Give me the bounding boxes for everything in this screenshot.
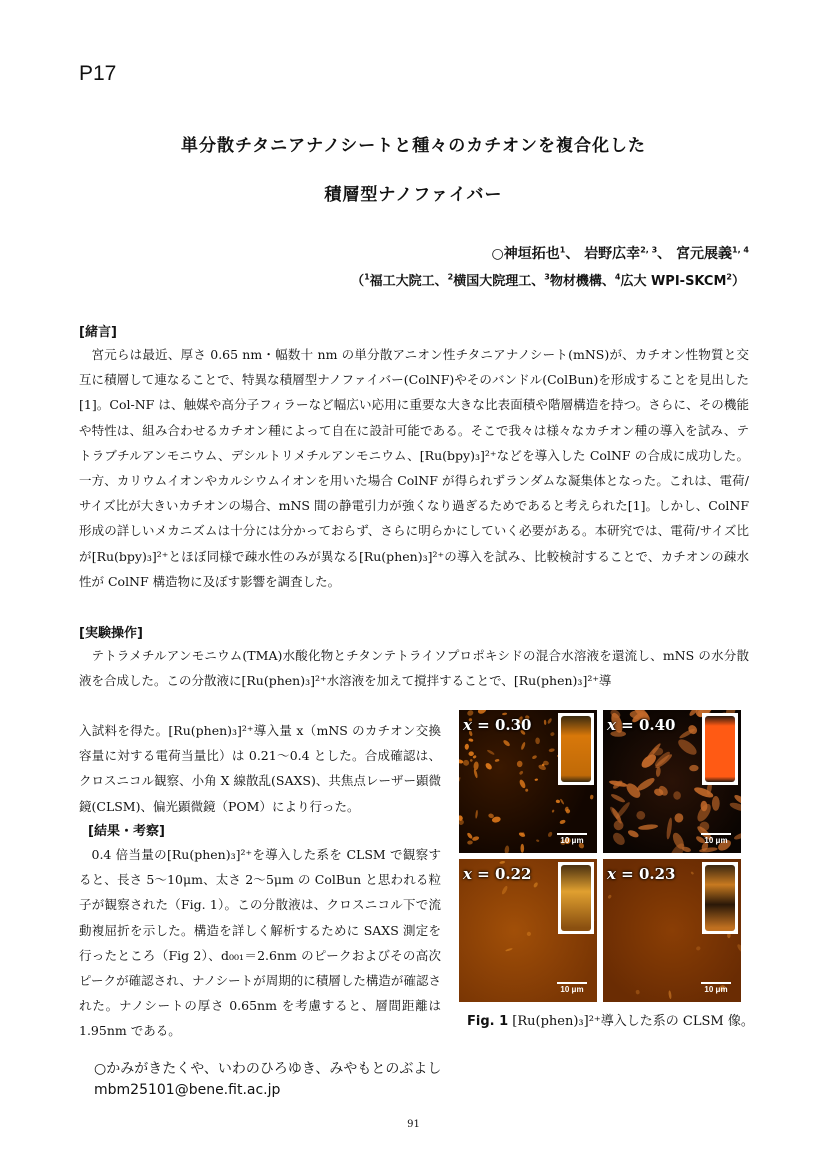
figure-caption-text: [Ru(phen)₃]²⁺導入した系の CLSM 像。 <box>508 1014 754 1029</box>
author-separator: 、 <box>565 246 580 262</box>
author-name: 岩野広幸 <box>584 246 641 262</box>
particle <box>666 817 673 839</box>
title-line-2: 積層型ナノファイバー <box>324 185 503 205</box>
author-list <box>492 243 749 263</box>
particle <box>729 801 741 813</box>
particle <box>635 989 640 994</box>
particle <box>536 839 540 842</box>
particle <box>560 798 565 804</box>
particle <box>532 755 538 760</box>
particle <box>459 759 464 764</box>
particle <box>519 770 524 775</box>
scale-bar-label: 10 μm <box>560 836 584 845</box>
particle <box>504 845 509 853</box>
particle <box>550 731 555 736</box>
particle <box>495 759 500 763</box>
particle <box>472 755 477 759</box>
clsm-panel-x040 <box>603 710 741 853</box>
figure-caption-label: Fig. 1 <box>467 1014 509 1029</box>
particle <box>520 742 526 751</box>
affiliation-name: 広大 WPI-SKCM <box>620 274 727 289</box>
affiliation-mark: 3 <box>544 272 550 282</box>
clsm-panel-x022 <box>459 859 597 1002</box>
particle <box>484 762 493 771</box>
vial-inset <box>558 713 594 785</box>
particle <box>699 847 718 853</box>
introduction-paragraph: 宮元らは最近、厚さ 0.65 nm・幅数十 nm の単分散アニオン性チタニアナノシート(mNS)が、カチオン性物質と交互に積層して連なることで、特異な積層型ナノファイバー(ColNF)やそのバンドル(ColBun)を形成することを見出した[1]。Col-NF は、触媒や高分子フィラーなど幅広い応用に重要な大きな比表面積や階層構造を持つ。さらに、その機能や特性は、組み合わせるカチオン種によって自在に設計可能である。そこで我々は様々なカチオン種の導入を試み、テトラブチルアンモニウム、デシルトリメチルアンモニウム、[Ru(bpy)₃]²⁺などを導入した ColNF の合成に成功した。一方、カリウムイオンやカルシウムイオンを用いた場合 ColNF が得られずランダムな凝集体となった。これは、電荷/サイズ比が大きいカチオンの場合、mNS 間の静電引力が強くなり過ぎるためであると考えられた[1]。しかし、ColNF 形成の詳しいメカニズムは十分には分かっておらず、さらに明らかにしていく必要がある。本研究では、電荷/サイズ比が[Ru(bpy)₃]²⁺とほぼ同様で疎水性のみが異なる[Ru(phen)₃]²⁺の導入を試み、比較検討することで、カチオンの疎水性が ColNF 構造物に及ぼす影響を調査した。 <box>79 347 749 589</box>
panel-variable: x <box>607 865 616 883</box>
particle <box>627 829 640 839</box>
particle <box>462 759 470 767</box>
particle <box>459 777 461 783</box>
particle <box>475 810 478 819</box>
particle <box>468 738 473 742</box>
particle <box>468 751 474 756</box>
particle <box>505 948 513 952</box>
particle <box>487 749 496 755</box>
particle <box>547 831 553 838</box>
figure-caption <box>467 1010 754 1029</box>
panel-value: = 0.23 <box>615 865 676 883</box>
particle <box>624 781 643 800</box>
particle <box>527 932 531 936</box>
particle <box>689 765 699 772</box>
scale-bar-label: 10 μm <box>704 985 728 994</box>
particle <box>533 882 539 889</box>
particle <box>501 885 509 895</box>
particle <box>676 737 699 758</box>
clsm-figure <box>459 710 741 1002</box>
author-affiliation-mark: 1 <box>559 245 566 255</box>
vial-inset <box>558 862 594 934</box>
vial-inset <box>702 713 738 785</box>
program-id: P17 <box>79 62 117 85</box>
panel-variable: x <box>463 865 472 883</box>
panel-label <box>463 716 532 734</box>
page-number: 91 <box>407 1119 420 1130</box>
particle <box>477 710 488 715</box>
panel-variable: x <box>607 716 616 734</box>
affiliation-close-paren: ） <box>731 274 745 289</box>
section-heading-introduction: [緒言] <box>79 325 117 340</box>
particle <box>712 796 720 811</box>
particle <box>690 871 694 875</box>
panel-label <box>463 865 532 883</box>
particle <box>466 832 473 840</box>
clsm-panel-x023 <box>603 859 741 1002</box>
affiliation-mark: 1 <box>364 272 370 282</box>
affiliation-name: 物材機構、 <box>549 274 615 289</box>
panel-value: = 0.30 <box>471 716 532 734</box>
title-line-1: 単分散チタニアナノシートと種々のカチオンを複合化した <box>181 136 646 156</box>
panel-label <box>607 865 676 883</box>
scale-bar <box>557 982 587 994</box>
particle <box>502 712 507 715</box>
particle <box>638 824 658 831</box>
section-heading-experimental: [実験操作] <box>79 626 143 641</box>
particle <box>668 990 672 999</box>
scale-bar-label: 10 μm <box>704 836 728 845</box>
affiliation-mark: 4 <box>614 272 621 282</box>
particle <box>472 836 480 842</box>
contact-names: ○かみがきたくや、いわのひろゆき、みやもとのぶよし <box>94 1061 442 1077</box>
particle <box>635 810 646 821</box>
particle <box>674 813 684 823</box>
particle <box>525 788 528 791</box>
particle <box>555 799 560 803</box>
particle <box>552 809 555 813</box>
particle <box>535 737 540 744</box>
author-separator: 、 <box>657 246 672 262</box>
particle <box>611 831 627 848</box>
particle <box>547 718 553 725</box>
affiliation-name: 福工大院工、 <box>369 274 448 289</box>
particle <box>470 759 473 762</box>
particle <box>548 748 554 752</box>
particle <box>736 943 741 953</box>
author-affiliation-mark: 2, 3 <box>640 245 658 255</box>
particle <box>464 744 469 750</box>
particle <box>696 946 702 951</box>
particle <box>544 720 547 725</box>
vial-inset <box>702 862 738 934</box>
contact-block <box>94 1059 441 1101</box>
particle <box>733 831 741 840</box>
particle <box>473 761 479 770</box>
experimental-paragraph-narrow: 入試料を得た。[Ru(phen)₃]²⁺導入量 x（mNS のカチオン交換容量に対する電荷当量比）は 0.21〜0.4 とした。合成確認は、クロスニコル観察、小角 X 線散乱(SAXS)、共焦点レーザー顕微鏡(CLSM)、偏光顕微鏡（POM）により行った。 <box>79 723 441 814</box>
particle <box>612 819 624 831</box>
scale-bar <box>701 833 731 845</box>
section-heading-results: [結果・考察] <box>88 824 165 839</box>
affiliation-mark: 2 <box>447 272 454 282</box>
particle <box>610 793 626 804</box>
particle <box>467 840 473 844</box>
scale-bar <box>557 833 587 845</box>
particle <box>559 819 566 825</box>
affiliation-name: 横国大院理工、 <box>453 274 545 289</box>
particle <box>502 739 511 747</box>
author-name: ○神垣拓也 <box>491 246 560 262</box>
panel-value: = 0.40 <box>615 716 676 734</box>
affiliation-list <box>351 270 745 289</box>
particle <box>521 844 525 853</box>
particle <box>607 894 612 899</box>
panel-value: = 0.22 <box>471 865 532 883</box>
particle <box>518 779 526 789</box>
author-affiliation-mark: 1, 4 <box>732 245 749 255</box>
panel-label <box>607 716 676 734</box>
particle <box>590 795 594 800</box>
particle <box>499 861 505 865</box>
panel-variable: x <box>463 716 472 734</box>
scale-bar-label: 10 μm <box>560 985 584 994</box>
particle <box>673 791 682 800</box>
affiliation-mark: 2 <box>726 272 732 282</box>
contact-email: mbm25101@bene.fit.ac.jp <box>94 1082 281 1098</box>
experimental-paragraph-full: テトラメチルアンモニウム(TMA)水酸化物とチタンテトライソプロポキシドの混合水溶液を還流し、mNS の水分散液を合成した。この分散液に[Ru(phen)₃]²⁺水溶液を加えて撹拌することで、[Ru(phen)₃]²⁺導 <box>79 648 749 689</box>
affiliation-open-paren: （ <box>351 274 365 289</box>
particle <box>517 760 523 767</box>
clsm-panel-x030 <box>459 710 597 853</box>
results-paragraph: 0.4 倍当量の[Ru(phen)₃]²⁺を導入した系を CLSM で観察すると、長さ 5〜10μm、太さ 2〜5μm の ColBun と思われる粒子が観察された（Fig. 1）。この分散液は、クロスニコル下で流動複屈折を示した。構造を詳しく解析するために SAXS 測定を行ったところ（Fig 2）、d₀₀₁＝2.6nm のピークおよびその高次ピークが確認され、ナノシートが周期的に積層した構造が確認された。ナノシートの厚さ 0.65nm を考慮すると、層間距離は 1.95nm である。 <box>79 847 441 1039</box>
particle <box>534 778 538 781</box>
scale-bar <box>701 982 731 994</box>
author-name: 宮元展義 <box>676 246 733 262</box>
